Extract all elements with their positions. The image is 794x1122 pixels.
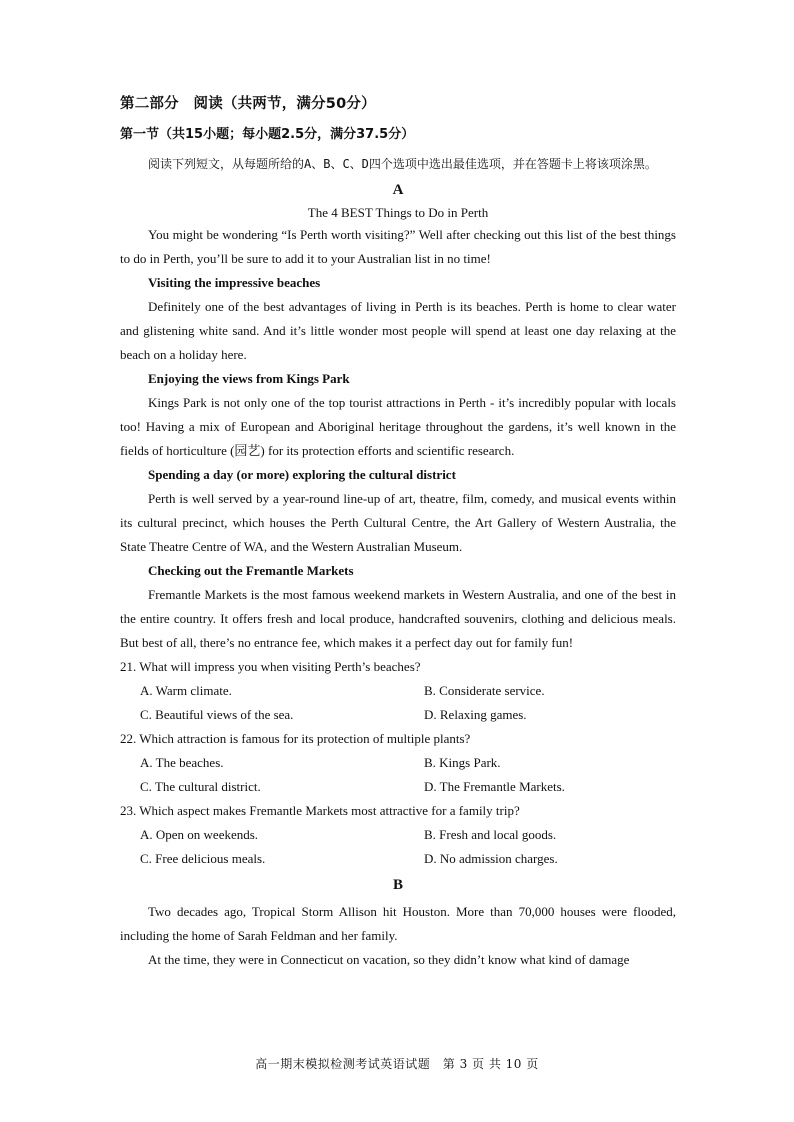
passage-b-letter: B xyxy=(392,877,403,893)
instruction-text: 阅读下列短文，从每题所给的A、B、C、D四个选项中选出最佳选项，并在答题卡上将该项涂黑。 xyxy=(148,157,657,171)
passage-b-paragraph: At the time, they were in Connecticut on vacation, so they didn’t know what kind of damage xyxy=(148,952,630,967)
question-options xyxy=(120,823,676,871)
section-title: 第一节（共15小题；每小题2.5分，满分37.5分） xyxy=(120,127,415,142)
section-text-beaches: Definitely one of the best advantages of living in Perth is its beaches. Perth is home to clear water and glistening white sand. And it’s little wonder most people will spend at least one day relaxing at the beach on a holiday here. xyxy=(120,299,676,362)
option-a: A. Warm climate. xyxy=(140,683,232,698)
passage-a-letter: A xyxy=(392,182,404,198)
section-heading-kings-park: Enjoying the views from Kings Park xyxy=(148,371,350,386)
section-text-fremantle: Fremantle Markets is the most famous weekend markets in Western Australia, and one of the best in the entire country. It offers fresh and local produce, handcrafted souvenirs, clothing and delicious meals. But best of all, there’s no entrance fee, which makes it a perfect day out for family fun! xyxy=(120,587,676,650)
question-22 xyxy=(120,727,676,799)
page-footer: 高一期末模拟检测考试英语试题 第 3 页 共 10 页 xyxy=(255,1057,539,1071)
section-heading-fremantle: Checking out the Fremantle Markets xyxy=(148,563,354,578)
question-21 xyxy=(120,655,676,727)
passage-a-title: The 4 BEST Things to Do in Perth xyxy=(307,205,489,220)
option-a: A. The beaches. xyxy=(140,755,224,770)
option-b: B. Kings Park. xyxy=(424,755,501,770)
section-text-kings-park: Kings Park is not only one of the top tourist attractions in Perth - it’s incredibly popular with locals too! Having a mix of European and Aboriginal heritage throughout the gardens, it’s well known in the fields of horticulture (园艺) for its protection efforts and scientific research. xyxy=(120,395,676,458)
section-heading-beaches: Visiting the impressive beaches xyxy=(148,275,321,290)
option-a: A. Open on weekends. xyxy=(140,827,259,842)
option-c: C. The cultural district. xyxy=(140,779,261,794)
passage-a-intro: You might be wondering “Is Perth worth visiting?” Well after checking out this list of the best things to do in Perth, you’ll be sure to add it to your Australian list in no time! xyxy=(120,227,676,266)
option-d: D. The Fremantle Markets. xyxy=(424,779,565,794)
option-b: B. Fresh and local goods. xyxy=(424,827,557,842)
option-d: D. No admission charges. xyxy=(424,851,558,866)
question-stem: 21. What will impress you when visiting Perth’s beaches? xyxy=(120,659,421,674)
option-c: C. Free delicious meals. xyxy=(140,851,266,866)
question-options xyxy=(120,679,676,727)
question-options xyxy=(120,751,676,799)
exam-page xyxy=(120,92,676,972)
option-d: D. Relaxing games. xyxy=(424,707,527,722)
question-23 xyxy=(120,799,676,871)
part-title: 第二部分 阅读（共两节，满分50分） xyxy=(120,96,376,112)
option-b: B. Considerate service. xyxy=(424,683,545,698)
section-text-cultural-district: Perth is well served by a year-round line-up of art, theatre, film, comedy, and musical events within its cultural precinct, which houses the Perth Cultural Centre, the Art Gallery of Western Australia, the State Theatre Centre of WA, and the Western Australian Museum. xyxy=(120,491,676,554)
question-stem: 23. Which aspect makes Fremantle Markets most attractive for a family trip? xyxy=(120,803,520,818)
passage-b-paragraph: Two decades ago, Tropical Storm Allison hit Houston. More than 70,000 houses were flooded, including the home of Sarah Feldman and her family. xyxy=(120,904,676,943)
question-stem: 22. Which attraction is famous for its protection of multiple plants? xyxy=(120,731,471,746)
section-heading-cultural-district: Spending a day (or more) exploring the cultural district xyxy=(148,467,456,482)
option-c: C. Beautiful views of the sea. xyxy=(140,707,294,722)
